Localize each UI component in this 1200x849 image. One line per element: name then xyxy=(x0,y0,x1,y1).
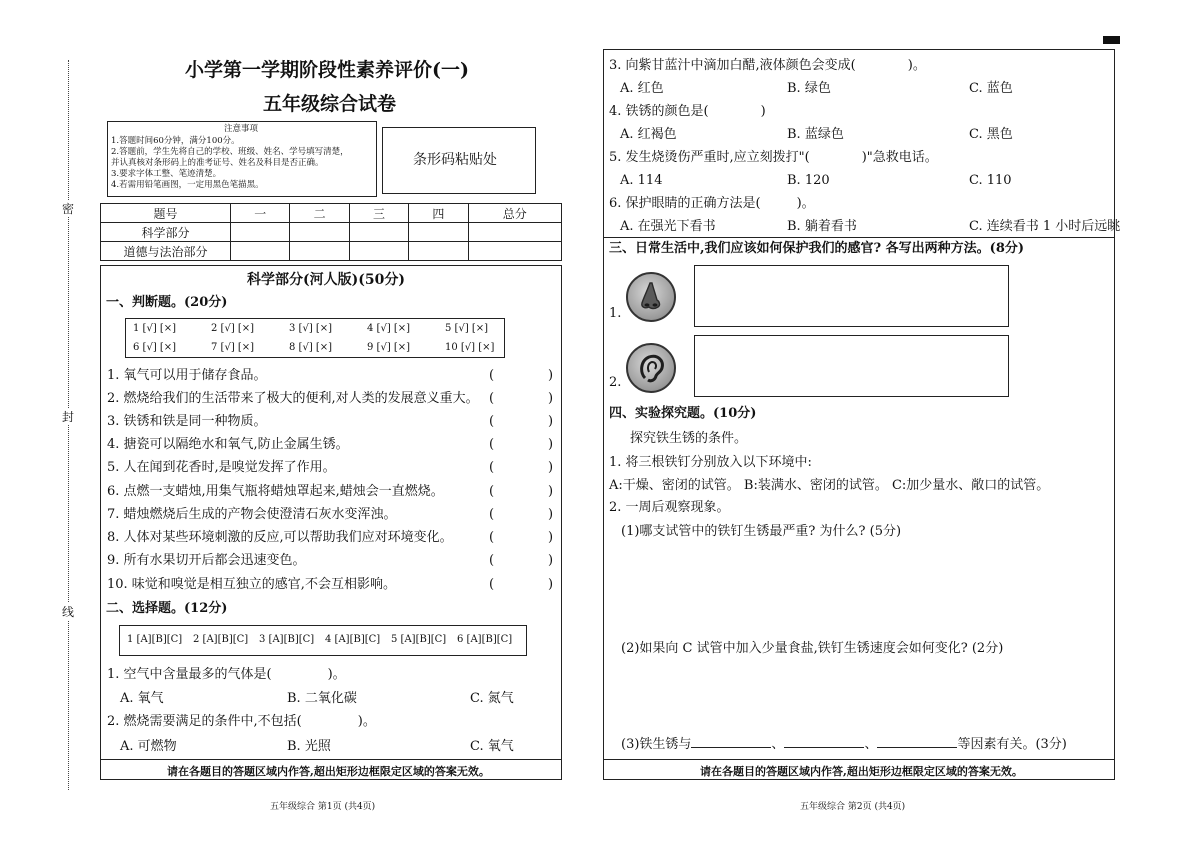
binding-line xyxy=(68,60,69,790)
bubble-tf-5[interactable]: 5 [√] [×] xyxy=(445,323,489,334)
bubble-tf-4[interactable]: 4 [√] [×] xyxy=(367,323,411,334)
bubble-mc-1[interactable]: 1 [A][B][C] xyxy=(127,634,183,645)
mc4-stem-end: ) xyxy=(760,104,766,119)
bubble-mc-2[interactable]: 2 [A][B][C] xyxy=(193,634,249,645)
part4-environments: A:干燥、密闭的试管。 B:装满水、密闭的试管。 C:加少量水、敞口的试管。 xyxy=(609,478,1050,493)
notice-box xyxy=(107,121,377,197)
science-title: 科学部分(河人版)(50分) xyxy=(247,272,405,288)
tf-question-4: 4. 搪瓷可以隔绝水和氧气,防止金属生锈。 xyxy=(107,437,349,452)
right-footer-divider xyxy=(603,759,1115,760)
mc1-stem xyxy=(107,667,346,683)
mc3-stem-text: 3. 向紫甘蓝汁中滴加白醋,液体颜色会变成( xyxy=(609,58,856,73)
ear-icon xyxy=(626,343,676,393)
tf-question-10: 10. 味觉和嗅觉是相互独立的感官,不会互相影响。 xyxy=(107,577,396,592)
mc5-stem xyxy=(609,150,938,166)
mc5-stem-text: 5. 发生烧烫伤严重时,应立刻拨打"( xyxy=(609,150,810,165)
tf-paren-open-4: ( xyxy=(489,437,495,452)
score-header-4: 四 xyxy=(409,204,468,223)
bubble-tf-1[interactable]: 1 [√] [×] xyxy=(133,323,177,334)
side-mark-mi: 密 xyxy=(62,202,75,216)
section-divider xyxy=(603,237,1115,238)
part3-heading: 三、日常生活中,我们应该如何保护我们的感官? 各写出两种方法。(8分) xyxy=(609,241,1025,256)
tf-question-7: 7. 蜡烛燃烧后生成的产物会使澄清石灰水变浑浊。 xyxy=(107,507,397,522)
mc2-option-b: B. 光照 xyxy=(287,739,331,754)
left-footer-divider xyxy=(100,759,562,760)
score-cell xyxy=(349,242,408,261)
score-row-science: 科学部分 xyxy=(101,223,231,242)
notice-line-3: 并认真核对条形码上的准考证号、姓名及科目是否正确。 xyxy=(111,158,324,168)
tf-question-8: 8. 人体对某些环境刺激的反应,可以帮助我们应对环境变化。 xyxy=(107,530,453,545)
mc2-option-c: C. 氧气 xyxy=(470,739,514,754)
mc3-option-c: C. 蓝色 xyxy=(969,81,1013,96)
tf-paren-close-10: ) xyxy=(548,577,554,592)
tf-paren-close-4: ) xyxy=(548,437,554,452)
mc4-stem xyxy=(609,104,766,120)
mc2-stem-text: 2. 燃烧需要满足的条件中,不包括( xyxy=(107,714,302,729)
score-header-3: 三 xyxy=(349,204,408,223)
part2-heading: 二、选择题。(12分) xyxy=(106,601,228,616)
tf-paren-close-7: ) xyxy=(548,507,554,522)
part1-answer-bubbles xyxy=(125,318,505,358)
side-mark-feng: 封 xyxy=(62,410,75,424)
tf-paren-open-6: ( xyxy=(489,484,495,499)
bubble-tf-6[interactable]: 6 [√] [×] xyxy=(133,342,177,353)
part4-sub1: (1)哪支试管中的铁钉生锈最严重? 为什么? (5分) xyxy=(621,524,902,539)
bubble-tf-3[interactable]: 3 [√] [×] xyxy=(289,323,333,334)
part4-sub3-sep-1: 、 xyxy=(771,737,785,752)
tf-paren-open-5: ( xyxy=(489,460,495,475)
score-cell xyxy=(468,223,561,242)
score-cell xyxy=(349,223,408,242)
mc3-stem-end: )。 xyxy=(907,58,926,73)
score-cell xyxy=(468,242,561,261)
part4-sub3-sep-2: 、 xyxy=(864,737,878,752)
score-header-1: 一 xyxy=(231,204,290,223)
part4-sub3 xyxy=(621,735,1067,753)
notice-line-4: 3.要求字体工整、笔迹清楚。 xyxy=(111,169,222,179)
sub3-blank-1[interactable] xyxy=(691,735,771,748)
page-footer-left: 五年级综合 第1页 (共4页) xyxy=(270,802,376,812)
bubble-tf-2[interactable]: 2 [√] [×] xyxy=(211,323,255,334)
tf-paren-close-9: ) xyxy=(548,553,554,568)
mc4-option-a: A. 红褐色 xyxy=(620,127,677,142)
part3-item-2-label: 2. xyxy=(609,375,622,390)
tf-paren-open-8: ( xyxy=(489,530,495,545)
bubble-tf-9[interactable]: 9 [√] [×] xyxy=(367,342,411,353)
score-cell xyxy=(290,242,349,261)
notice-line-2: 2.答题前，学生先将自己的学校、班级、姓名、学号填写清楚， xyxy=(111,147,349,157)
mc5-option-b: B. 120 xyxy=(787,173,830,188)
mc3-option-b: B. 绿色 xyxy=(787,81,831,96)
tf-paren-close-8: ) xyxy=(548,530,554,545)
tf-paren-close-6: ) xyxy=(548,484,554,499)
score-table xyxy=(100,203,562,261)
part1-heading: 一、判断题。(20分) xyxy=(106,295,228,310)
mc6-option-c: C. 连续看书 1 小时后远眺 xyxy=(969,219,1121,234)
part4-intro: 探究铁生锈的条件。 xyxy=(630,431,748,446)
mc2-option-a: A. 可燃物 xyxy=(120,739,177,754)
bubble-mc-6[interactable]: 6 [A][B][C] xyxy=(457,634,513,645)
mc1-option-b: B. 二氧化碳 xyxy=(287,691,357,706)
exam-subtitle: 五年级综合试卷 xyxy=(263,93,397,115)
tf-paren-open-10: ( xyxy=(489,577,495,592)
page-footer-right: 五年级综合 第2页 (共4页) xyxy=(800,802,906,812)
mc6-stem-text: 6. 保护眼睛的正确方法是( xyxy=(609,196,761,211)
nose-icon xyxy=(626,272,676,322)
tf-question-3: 3. 铁锈和铁是同一种物质。 xyxy=(107,414,267,429)
exam-title: 小学第一学期阶段性素养评价(一) xyxy=(185,59,469,81)
part4-heading: 四、实验探究题。(10分) xyxy=(609,406,757,421)
mc4-stem-text: 4. 铁锈的颜色是( xyxy=(609,104,709,119)
mc1-option-a: A. 氧气 xyxy=(120,691,164,706)
bubble-tf-8[interactable]: 8 [√] [×] xyxy=(289,342,333,353)
score-header-label: 题号 xyxy=(101,204,231,223)
mc4-option-c: C. 黑色 xyxy=(969,127,1013,142)
mc5-option-c: C. 110 xyxy=(969,173,1012,188)
mc3-stem xyxy=(609,58,926,74)
tf-paren-close-3: ) xyxy=(548,414,554,429)
mc2-stem xyxy=(107,714,376,730)
barcode-label: 条形码粘贴处 xyxy=(413,152,497,168)
part4-step2: 2. 一周后观察现象。 xyxy=(609,500,730,515)
part4-sub2: (2)如果向 C 试管中加入少量食盐,铁钉生锈速度会如何变化? (2分) xyxy=(621,641,1004,656)
tf-paren-close-5: ) xyxy=(548,460,554,475)
mc2-stem-end: )。 xyxy=(357,714,376,729)
mc6-stem-end: )。 xyxy=(796,196,815,211)
footer-note-left: 请在各题目的答题区域内作答,超出矩形边框限定区域的答案无效。 xyxy=(167,765,490,778)
corner-mark xyxy=(1103,36,1120,44)
part4-step1: 1. 将三根铁钉分别放入以下环境中: xyxy=(609,455,812,470)
part3-answer-box-2[interactable] xyxy=(694,335,1009,397)
tf-paren-close-2: ) xyxy=(548,391,554,406)
bubble-mc-3[interactable]: 3 [A][B][C] xyxy=(259,634,315,645)
mc3-option-a: A. 红色 xyxy=(620,81,664,96)
score-header-2: 二 xyxy=(290,204,349,223)
part3-answer-box-1[interactable] xyxy=(694,265,1009,327)
mc6-option-b: B. 躺着看书 xyxy=(787,219,857,234)
tf-question-9: 9. 所有水果切开后都会迅速变色。 xyxy=(107,553,306,568)
tf-paren-open-7: ( xyxy=(489,507,495,522)
tf-question-6: 6. 点燃一支蜡烛,用集气瓶将蜡烛罩起来,蜡烛会一直燃烧。 xyxy=(107,484,444,499)
score-row-morality: 道德与法治部分 xyxy=(101,242,231,261)
mc1-option-c: C. 氮气 xyxy=(470,691,514,706)
part2-answer-bubbles xyxy=(119,625,527,656)
mc1-stem-end: )。 xyxy=(327,667,346,682)
score-cell xyxy=(231,242,290,261)
notice-line-1: 1.答题时间60分钟，满分100分。 xyxy=(111,136,240,146)
notice-line-5: 4.若需用铅笔画图，一定用黑色笔描黑。 xyxy=(111,180,264,190)
score-header-total: 总分 xyxy=(468,204,561,223)
side-mark-xian: 线 xyxy=(62,605,75,619)
mc5-option-a: A. 114 xyxy=(620,173,663,188)
mc1-stem-text: 1. 空气中含量最多的气体是( xyxy=(107,667,272,682)
mc6-option-a: A. 在强光下看书 xyxy=(620,219,716,234)
tf-question-2: 2. 燃烧给我们的生活带来了极大的便利,对人类的发展意义重大。 xyxy=(107,391,479,406)
tf-question-1: 1. 氧气可以用于储存食品。 xyxy=(107,368,267,383)
footer-note-right: 请在各题目的答题区域内作答,超出矩形边框限定区域的答案无效。 xyxy=(700,765,1023,778)
tf-question-5: 5. 人在闻到花香时,是嗅觉发挥了作用。 xyxy=(107,460,336,475)
bubble-mc-4[interactable]: 4 [A][B][C] xyxy=(325,634,381,645)
part4-sub3-post: 等因素有关。(3分) xyxy=(957,737,1067,752)
barcode-area xyxy=(382,127,536,194)
tf-paren-open-9: ( xyxy=(489,553,495,568)
sub3-blank-3[interactable] xyxy=(877,735,957,748)
score-cell xyxy=(409,242,468,261)
score-cell xyxy=(290,223,349,242)
tf-paren-close-1: ) xyxy=(548,368,554,383)
bubble-tf-7[interactable]: 7 [√] [×] xyxy=(211,342,255,353)
part4-sub3-pre: (3)铁生锈与 xyxy=(621,737,692,752)
part3-item-1-label: 1. xyxy=(609,306,622,321)
notice-heading: 注意事项 xyxy=(224,124,259,134)
sub3-blank-2[interactable] xyxy=(784,735,864,748)
tf-paren-open-3: ( xyxy=(489,414,495,429)
tf-paren-open-1: ( xyxy=(489,368,495,383)
tf-paren-open-2: ( xyxy=(489,391,495,406)
mc5-stem-end: )"急救电话。 xyxy=(861,150,938,165)
mc6-stem xyxy=(609,196,815,212)
score-cell xyxy=(409,223,468,242)
bubble-mc-5[interactable]: 5 [A][B][C] xyxy=(391,634,447,645)
mc4-option-b: B. 蓝绿色 xyxy=(787,127,844,142)
bubble-tf-10[interactable]: 10 [√] [×] xyxy=(445,342,495,353)
score-cell xyxy=(231,223,290,242)
